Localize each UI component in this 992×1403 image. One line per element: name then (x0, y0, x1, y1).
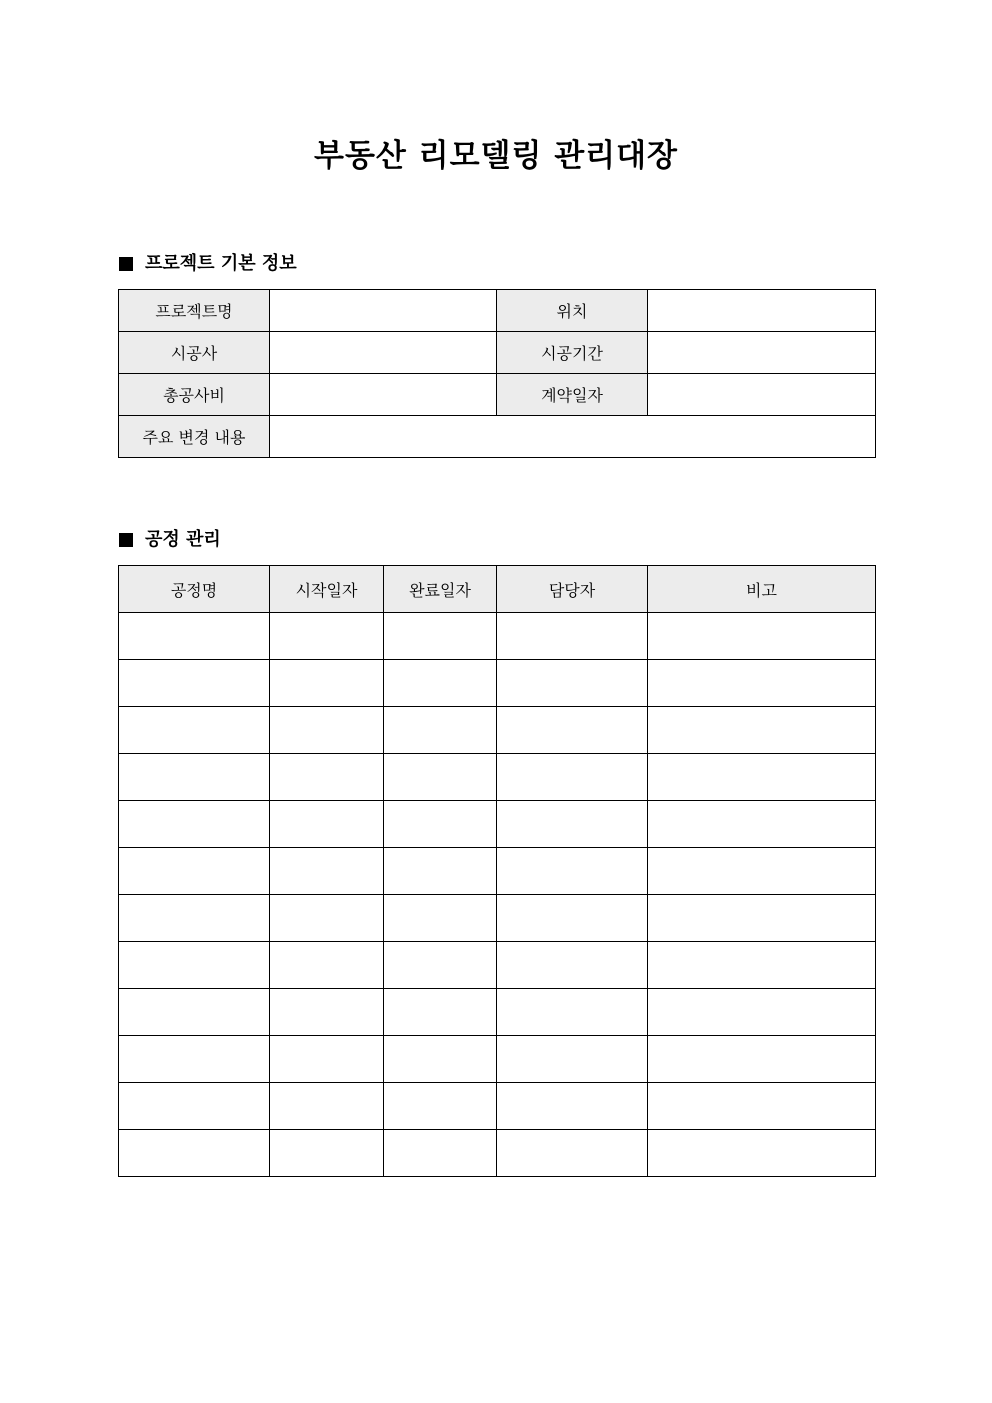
manager-cell[interactable] (497, 801, 648, 848)
manager-cell[interactable] (497, 1036, 648, 1083)
start-date-cell[interactable] (270, 1130, 384, 1177)
table-row (119, 801, 876, 848)
notes-cell[interactable] (648, 1036, 876, 1083)
manager-cell[interactable] (497, 1083, 648, 1130)
end-date-cell[interactable] (384, 1130, 497, 1177)
process-name-cell[interactable] (119, 754, 270, 801)
process-management-heading (119, 528, 221, 552)
start-date-cell[interactable] (270, 801, 384, 848)
table-row (119, 416, 876, 458)
process-name-cell[interactable] (119, 801, 270, 848)
process-name-cell[interactable] (119, 989, 270, 1036)
manager-cell[interactable] (497, 942, 648, 989)
manager-cell[interactable] (497, 1130, 648, 1177)
end-date-cell[interactable] (384, 895, 497, 942)
table-header-row (119, 566, 876, 613)
table-row (119, 1130, 876, 1177)
document-title: 부동산 리모델링 관리대장 (314, 138, 678, 174)
table-row (119, 848, 876, 895)
contract-date-label: 계약일자 (497, 374, 648, 416)
manager-cell[interactable] (497, 660, 648, 707)
end-date-cell[interactable] (384, 707, 497, 754)
notes-cell[interactable] (648, 942, 876, 989)
manager-cell[interactable] (497, 754, 648, 801)
process-table-body (119, 613, 876, 1177)
start-date-cell[interactable] (270, 895, 384, 942)
start-date-cell[interactable] (270, 942, 384, 989)
notes-cell[interactable] (648, 989, 876, 1036)
notes-cell[interactable] (648, 1130, 876, 1177)
manager-cell[interactable] (497, 707, 648, 754)
construction-period-label: 시공기간 (497, 332, 648, 374)
notes-cell[interactable] (648, 801, 876, 848)
start-date-cell[interactable] (270, 613, 384, 660)
notes-cell[interactable] (648, 848, 876, 895)
column-header-notes: 비고 (648, 566, 876, 613)
column-header-end-date: 완료일자 (384, 566, 497, 613)
table-row (119, 942, 876, 989)
major-changes-field[interactable] (270, 416, 876, 458)
start-date-cell[interactable] (270, 989, 384, 1036)
table-row (119, 332, 876, 374)
end-date-cell[interactable] (384, 1036, 497, 1083)
start-date-cell[interactable] (270, 660, 384, 707)
process-name-cell[interactable] (119, 1083, 270, 1130)
end-date-cell[interactable] (384, 989, 497, 1036)
project-info-heading (119, 252, 297, 276)
location-label: 위치 (497, 290, 648, 332)
process-table (118, 565, 876, 1177)
column-header-process-name: 공정명 (119, 566, 270, 613)
manager-cell[interactable] (497, 989, 648, 1036)
process-name-cell[interactable] (119, 660, 270, 707)
contractor-field[interactable] (270, 332, 497, 374)
project-info-table (118, 289, 876, 458)
table-row (119, 1036, 876, 1083)
process-name-cell[interactable] (119, 848, 270, 895)
notes-cell[interactable] (648, 707, 876, 754)
start-date-cell[interactable] (270, 848, 384, 895)
process-name-cell[interactable] (119, 1036, 270, 1083)
start-date-cell[interactable] (270, 754, 384, 801)
contract-date-field[interactable] (648, 374, 876, 416)
construction-period-field[interactable] (648, 332, 876, 374)
table-row (119, 1083, 876, 1130)
table-row (119, 374, 876, 416)
end-date-cell[interactable] (384, 801, 497, 848)
notes-cell[interactable] (648, 754, 876, 801)
end-date-cell[interactable] (384, 848, 497, 895)
total-cost-field[interactable] (270, 374, 497, 416)
process-name-cell[interactable] (119, 895, 270, 942)
notes-cell[interactable] (648, 895, 876, 942)
column-header-manager: 담당자 (497, 566, 648, 613)
notes-cell[interactable] (648, 613, 876, 660)
table-row (119, 989, 876, 1036)
end-date-cell[interactable] (384, 660, 497, 707)
process-name-cell[interactable] (119, 613, 270, 660)
manager-cell[interactable] (497, 613, 648, 660)
notes-cell[interactable] (648, 1083, 876, 1130)
end-date-cell[interactable] (384, 613, 497, 660)
end-date-cell[interactable] (384, 1083, 497, 1130)
location-field[interactable] (648, 290, 876, 332)
start-date-cell[interactable] (270, 707, 384, 754)
table-row (119, 613, 876, 660)
project-info-heading-text: 프로젝트 기본 정보 (145, 253, 297, 274)
total-cost-label: 총공사비 (119, 374, 270, 416)
contractor-label: 시공사 (119, 332, 270, 374)
column-header-start-date: 시작일자 (270, 566, 384, 613)
square-bullet-icon (119, 533, 133, 547)
start-date-cell[interactable] (270, 1036, 384, 1083)
manager-cell[interactable] (497, 848, 648, 895)
end-date-cell[interactable] (384, 942, 497, 989)
end-date-cell[interactable] (384, 754, 497, 801)
table-row (119, 707, 876, 754)
table-row (119, 895, 876, 942)
project-name-label: 프로젝트명 (119, 290, 270, 332)
table-row (119, 754, 876, 801)
start-date-cell[interactable] (270, 1083, 384, 1130)
manager-cell[interactable] (497, 895, 648, 942)
project-name-field[interactable] (270, 290, 497, 332)
square-bullet-icon (119, 257, 133, 271)
major-changes-label: 주요 변경 내용 (119, 416, 270, 458)
process-name-cell[interactable] (119, 707, 270, 754)
process-management-heading-text: 공정 관리 (145, 529, 221, 550)
process-name-cell[interactable] (119, 942, 270, 989)
process-name-cell[interactable] (119, 1130, 270, 1177)
table-row (119, 660, 876, 707)
table-row (119, 290, 876, 332)
notes-cell[interactable] (648, 660, 876, 707)
